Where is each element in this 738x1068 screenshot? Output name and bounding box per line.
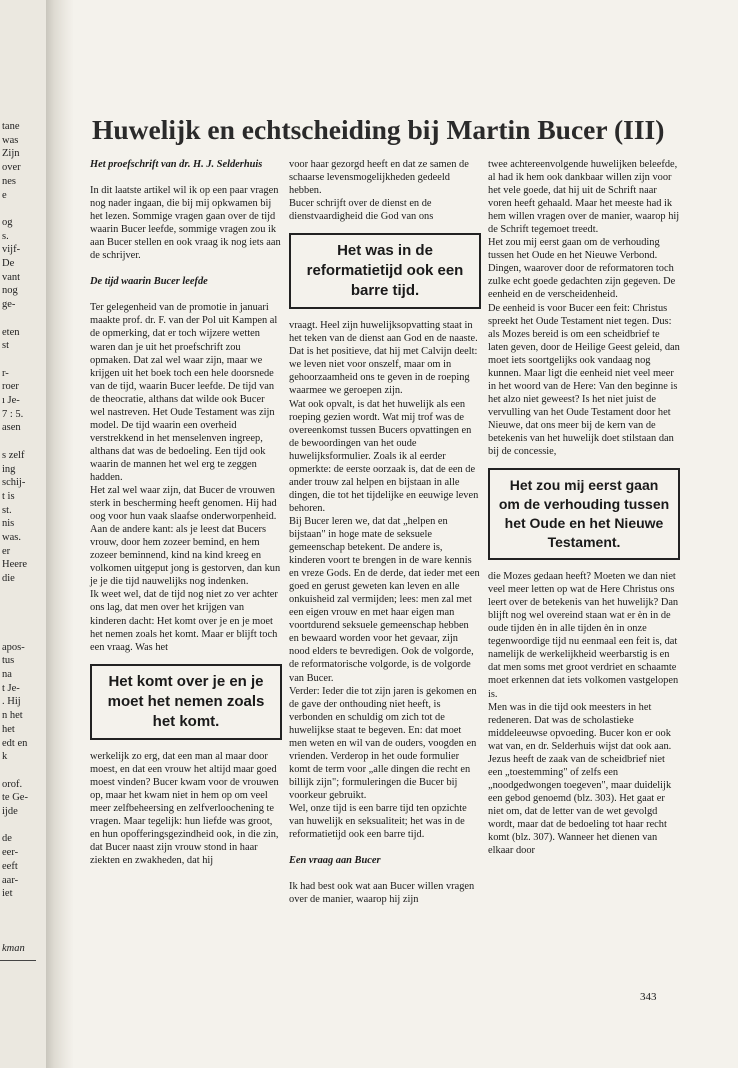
facing-page-text-fragment: was	[2, 134, 19, 146]
facing-page-text-fragment: schij-	[2, 477, 26, 489]
facing-page-text-fragment: die	[2, 573, 15, 585]
facing-page-text-fragment: e	[2, 189, 7, 201]
column-1	[90, 158, 282, 867]
facing-page-text-fragment: iet	[2, 888, 13, 900]
facing-page-text-fragment: . Hij	[2, 696, 21, 708]
paragraph: Wat ook opvalt, is dat het huwelijk als een roeping gezien wordt. Wat mij trof was de overeenkomst tussen Bucers opvattingen en de bewoordingen van het oude huwelijksformulier. Zoals ik al eerder opmerkte: de eerste oorzaak is, dat de een de ander trouw zal helpen en bijstaan in alle dingen, die tot het tijdelijke en eeuwige leven behoren.	[289, 398, 479, 514]
facing-page-text-fragment: vant	[2, 271, 21, 283]
intro-paragraph: In dit laatste artikel wil ik op een paar vragen nog nader ingaan, die bij mij opkwamen bij het lezen. Sommige vragen gaan over de tijd waarin Bucer leefde, sommige vragen zou ik aan Bucer stellen en ook vraag ik nog iets aan de schrijver.	[90, 185, 281, 262]
facing-page-text-fragment: apos-	[2, 641, 25, 653]
facing-page-text-fragment: De	[2, 258, 15, 269]
facing-page-text-fragment: tus	[2, 655, 15, 667]
facing-page-text-fragment: kman	[2, 943, 25, 954]
page-spine-shadow	[46, 0, 74, 1068]
facing-page-text-fragment: edt en	[2, 737, 28, 749]
facing-page-text-fragment: n het	[2, 710, 23, 722]
facing-page-text-fragment: s zelf	[2, 449, 25, 461]
facing-page-text-fragment: te Ge-	[2, 792, 28, 804]
facing-page-text-fragment: nes	[2, 175, 16, 187]
facing-page-text-fragment: Zijn	[2, 148, 20, 160]
paragraph: Ter gelegenheid van de promotie in januari maakte prof. dr. F. van der Pol uit Kampen al de opmerking, dat er toch wijzere wetten waren dan je uit het proefschrift zou opmaken. Dat zal wel waar zijn, maar we krijgen uit het boek toch een hele doorsnede van de tijd, waarin Bucer leefde. De tijd van de theocratie, althans dat wilde ook Bucer wel nastreven. Het Oude Testament was zijn model. De tijd waarin een overheid verstrekkend in het menselenven ingreep, althans dat was de bedoeling. Een tijd ook waarin de mannen het wel erg te zeggen hadden.	[90, 302, 278, 483]
facing-page-text-fragment: ijde	[2, 806, 18, 817]
facing-page-text-fragment: asen	[2, 422, 21, 434]
facing-page-text-fragment: k	[2, 751, 8, 763]
section-heading-tijd: De tijd waarin Bucer leefde	[90, 276, 208, 288]
facing-page-text-fragment: roer	[2, 381, 19, 393]
facing-page-text-fragment: het	[2, 723, 15, 735]
facing-page-text-fragment: 7 : 5.	[2, 408, 24, 420]
facing-page-text-fragment: s.	[2, 230, 9, 242]
facing-page-text-fragment: ing	[2, 463, 16, 475]
paragraph: Bucer schrijft over de dienst en de dienstvaardigheid die God van ons	[289, 198, 434, 223]
paragraph: Het zou mij eerst gaan om de verhouding tussen het Oude en het Nieuwe Verbond. Dingen, waarover door de reformatoren toch zulke echt goede gedachten zijn gegeven. De eenheid en de verscheidenheid.	[488, 237, 676, 301]
column-3	[488, 158, 680, 857]
pull-quote: Het was in de reformatietijd ook een barre tijd.	[289, 233, 481, 309]
facing-page-text-fragment: t is	[2, 490, 15, 502]
facing-page-text-fragment: na	[2, 669, 12, 680]
paragraph: Ik had best ook wat aan Bucer willen vragen over de manier, waarop hij zijn	[289, 881, 475, 906]
facing-page-text-fragment: over	[2, 162, 21, 174]
facing-page-text-fragment: nog	[2, 285, 18, 297]
facing-page-text-fragment: er	[2, 545, 11, 557]
section-heading-vraag: Een vraag aan Bucer	[289, 855, 381, 867]
paragraph: Bij Bucer leren we, dat dat „helpen en bijstaan" in hoge mate de seksuele gemeenschap betekent. De andere is, kinderen voort te brengen in de ware kennis en vreze Gods. En de derde, dat ieder met een goed en gerust geweten kan leven en alle onkuisheid zal vermijden; lees: men zal met een eigen vrouw en met haar eigen man voortdurend seksuele gemeenschap hebben en bewaard worden voor het gevaar, zijn nood elders te bevredigen. Ook de volgorde, de reformatorische volgorde, is de volgorde van Bucer.	[289, 515, 480, 684]
paragraph: Verder: Ieder die tot zijn jaren is gekomen en de gave der onthouding niet heeft, is verbonden en schuldig om zich tot de huwelijkse staat te begeven. En: dat moet men weten en wil van de ouders, voogden en vrienden. Verderop in het oude formulier komt de term voor „alle dingen die recht en billijk zijn"; formuleringen die Bucer bij voorkeur gebruikt.	[289, 685, 477, 801]
paragraph: Men was in die tijd ook meesters in het redeneren. Dat was de scholastieke middeleeuwse opvoeding. Bucer kon er ook wat van, en dr. Selderhuis wijst dat ook aan.	[488, 701, 672, 752]
facing-page-text-fragment: ı Je-	[2, 395, 20, 406]
article-subtitle: Het proefschrift van dr. H. J. Selderhuis	[90, 159, 263, 170]
facing-page-text-fragment: r-	[2, 367, 9, 379]
paragraph: Het zal wel waar zijn, dat Bucer de vrouwen sterk in bescherming heeft genomen. Hij had oog voor hun vaak slaafse onderworpenheid. Aan de andere kant: als je leest dat Bucers vrouw, door hem zozeer bemind, en hem zozeer beminnend, kind na kind kreeg en volkomen uitgeput jong is gestorven, dan kun je je die tijd nauwelijks nog indenken.	[90, 485, 281, 588]
facing-page-text-fragment: ge-	[2, 299, 16, 311]
column-2	[289, 158, 481, 906]
facing-page-text-fragment: nis	[2, 518, 15, 530]
facing-page-text-fragment: st	[2, 340, 10, 352]
pull-quote: Het zou mij eerst gaan om de verhouding tussen het Oude en het Nieuwe Testament.	[488, 468, 680, 560]
facing-page-text-fragment: Heere	[2, 559, 28, 571]
paragraph: Ik weet wel, dat de tijd nog niet zo ver achter ons lag, dat men over het krijgen van kinderen dacht: Het komt over je en je moet het nemen zoals het komt. Maar er blijft toch een vraag. Was het	[90, 589, 278, 653]
paragraph: die Mozes gedaan heeft? Moeten we dan niet veel meer letten op wat de Here Christus ons leert over de betekenis van het huwelijk? Dan blijft nog wel overeind staan wat er èn in de oude tijden èn in alle tijden èn in onze tegenwoordige tijd nu eenmaal een feit is, dat namelijk de werkelijkheid weerbarstig is en dat men soms met groot verdriet en schaamte moet erkennen dat iets volkomen vastgelopen is.	[488, 571, 679, 700]
paragraph: werkelijk zo erg, dat een man al maar door moest, en dat een vrouw het altijd maar goed moest vinden? Bucer kwam voor de vrouwen op, maar het kwam niet in hem op om veel meer zelfbeheersing en zelfverloochening te vragen. Maar tegelijk: hun liefde was groot, en hun opofferingsgezindheid ook, in die zin, dat Bucer naast zijn vrouw stond in haar ziekten en zwakheden, dat hij	[90, 750, 279, 867]
paragraph: Wel, onze tijd is een barre tijd ten opzichte van huwelijk en seksualiteit; het was in de reformatietijd ook een barre tijd.	[289, 802, 467, 841]
facing-page-rule	[0, 960, 36, 961]
facing-page-text-fragment: was.	[2, 532, 21, 543]
facing-page-text-fragment: de	[2, 833, 12, 845]
facing-page-fragment	[0, 0, 50, 1068]
paragraph: voor haar gezorgd heeft en dat ze samen de schaarse levensmogelijkheden gedeeld hebben.	[289, 159, 469, 197]
paragraph: vraagt. Heel zijn huwelijksopvatting staat in het teken van de dienst aan God en de naaste. Dat is het positieve, dat hij met Calvijn deelt: we leven niet voor onszelf, maar om in gehoorzaamheid ons te geven in de roeping waarmee we geroepen zijn.	[289, 320, 478, 397]
facing-page-text-fragment: tane	[2, 121, 20, 132]
facing-page-text-fragment: og	[2, 216, 13, 228]
facing-page-text-fragment: orof.	[2, 778, 23, 790]
paragraph: De eenheid is voor Bucer een feit: Christus spreekt het Oude Testament niet tegen. Dus: als Mozes bereid is om een scheidbrief te laten geven, door de Heilige Geest geleid, dan moet iets soortgelijks ook vandaag nog kunnen. Maar ligt die eenheid niet veel meer in het woord van de Here: Van den beginne is het alzo niet geweest? Is het niet juist de vervulling van het Oude Testament door het Nieuwe, dat ons meer bij de kern van de betekenis van het huwelijk doet stilstaan dan bij de concessie,	[488, 302, 680, 458]
facing-page-text-fragment: eeft	[2, 860, 18, 872]
facing-page-text-fragment: eten	[2, 326, 20, 338]
pull-quote: Het komt over je en je moet het nemen zoals het komt.	[90, 664, 282, 740]
facing-page-text-fragment: st.	[2, 504, 12, 516]
facing-page-text-fragment: eer-	[2, 847, 19, 859]
article-title: Huwelijk en echtscheiding bij Martin Bucer (III)	[92, 114, 665, 145]
page-number: 343	[640, 991, 657, 1003]
facing-page-text-fragment: aar-	[2, 874, 19, 886]
facing-page-text-fragment: t Je-	[2, 682, 20, 694]
paragraph: Jezus heeft de zaak van de scheidbrief niet een „toestemming" of zelfs een „noodgedwongen toegeven", maar duidelijk een gebod genoemd (blz. 303). Het gaat er niet om, dat de letter van de wet gevolgd wordt, maar dat de bedoeling tot haar recht komt (blz. 307). Wanneer het dienen van elkaar door	[488, 753, 672, 857]
paragraph: twee achtereenvolgende huwelijken beleefde, al had ik hem ook dankbaar willen zijn voor het vele goede, dat hij uit de Schrift naar voren heeft gehaald. Maar het meeste had ik hem willen vragen over de manier, waarop hij de Schrift tegemoet treedt.	[488, 159, 680, 236]
facing-page-text-fragment: vijf-	[2, 244, 21, 256]
